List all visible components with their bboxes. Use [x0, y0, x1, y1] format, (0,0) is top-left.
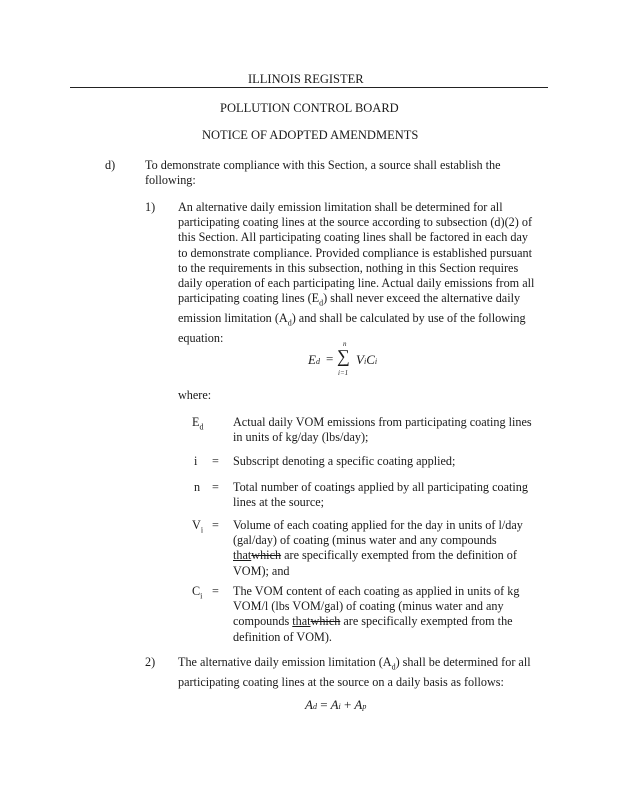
section-d-text: [145, 158, 501, 188]
def-ci-equals: =: [212, 584, 219, 598]
item-1-line: to the requirements in this subsection, nothing in this Section requires: [178, 260, 519, 275]
def-n-text: Total number of coatings applied by all participating coating lines at the source;: [233, 480, 528, 510]
eq1-equals: =: [326, 351, 334, 366]
def-ci-symbol: $C_i$: [192, 584, 203, 601]
eq1-sum: ∑: [337, 346, 350, 366]
def-ed-text: Actual daily VOM emissions from participating coating lines in units of kg/day (lbs/day);: [233, 415, 532, 445]
item-1-line: to demonstrate compliance. Provided compliance is established pursuant: [178, 245, 533, 260]
header-rule: [70, 87, 548, 88]
item-1-label: 1): [145, 200, 156, 214]
inserted-that: that: [292, 614, 311, 629]
deleted-which: which: [251, 548, 282, 563]
equation-2: Ad = Ai + Ap: [305, 697, 367, 712]
def-i-symbol: i: [194, 454, 198, 468]
section-d-label: d): [105, 158, 116, 172]
section-d-line: To demonstrate compliance with this Section, a source shall establish the: [145, 158, 501, 172]
inserted-that: that: [233, 548, 252, 563]
board-name: POLLUTION CONTROL BOARD: [220, 101, 399, 115]
eq1-lhs-sub: d: [315, 357, 320, 366]
item-1-line: An alternative daily emission limitation shall be determined for all: [178, 200, 503, 214]
eq1-lower: i=1: [338, 369, 349, 377]
def-ci-text: The VOM content of each coating as applied in units of kg VOM/l (lbs VOM/gal) of coating (minus water and any compounds thatwhich are specifically exempted from the definition of VOM).: [233, 584, 520, 644]
eq1-term-c: C: [366, 352, 375, 367]
deleted-which: which: [310, 614, 341, 629]
where-label: where:: [178, 388, 212, 402]
def-i-text: Subscript denoting a specific coating applied;: [233, 454, 456, 468]
equation-1: Ed = n ∑ i=1 ViCi: [308, 340, 378, 377]
def-vi-symbol: $V_i$: [192, 518, 204, 535]
item-2-label: 2): [145, 655, 156, 669]
item-1-line: participating coating lines $(E_d)$ shall never exceed the alternative daily: [178, 291, 521, 308]
item-1-line: this Section. All participating coating lines shall be factored in each day: [178, 230, 528, 245]
item-1-text: [178, 200, 534, 346]
eq1-lhs: E: [308, 352, 316, 367]
def-vi-text: Volume of each coating applied for the day in units of l/day (gal/day) of coating (minus water and any compounds thatwhich are specifically exempted from the definition of VOM); and: [233, 518, 523, 578]
item-1-line: daily operation of each participating line. Actual daily emissions from all: [178, 276, 535, 291]
register-title: ILLINOIS REGISTER: [248, 72, 364, 86]
item-1-line: participating coating lines at the source according to subsection (d)(2) of: [178, 215, 532, 230]
def-n-symbol: n: [194, 480, 201, 494]
eq1-upper: n: [343, 340, 347, 348]
item-1-line: equation:: [178, 330, 224, 345]
def-ed-symbol: $E_d$: [192, 415, 204, 432]
notice-title: NOTICE OF ADOPTED AMENDMENTS: [202, 128, 419, 142]
def-i-equals: =: [212, 454, 219, 468]
item-1-line: emission limitation $(A_d)$ and shall be calculated by use of the following: [178, 310, 526, 328]
eq1-term-v: V: [356, 352, 364, 367]
item-2-text: The alternative daily emission limitation $(A_d)$ shall be determined for all participating coating lines at the source on a daily basis as follows:: [178, 655, 531, 689]
def-vi-equals: =: [212, 518, 219, 532]
def-n-equals: =: [212, 480, 219, 494]
section-d-line: following:: [145, 173, 196, 188]
